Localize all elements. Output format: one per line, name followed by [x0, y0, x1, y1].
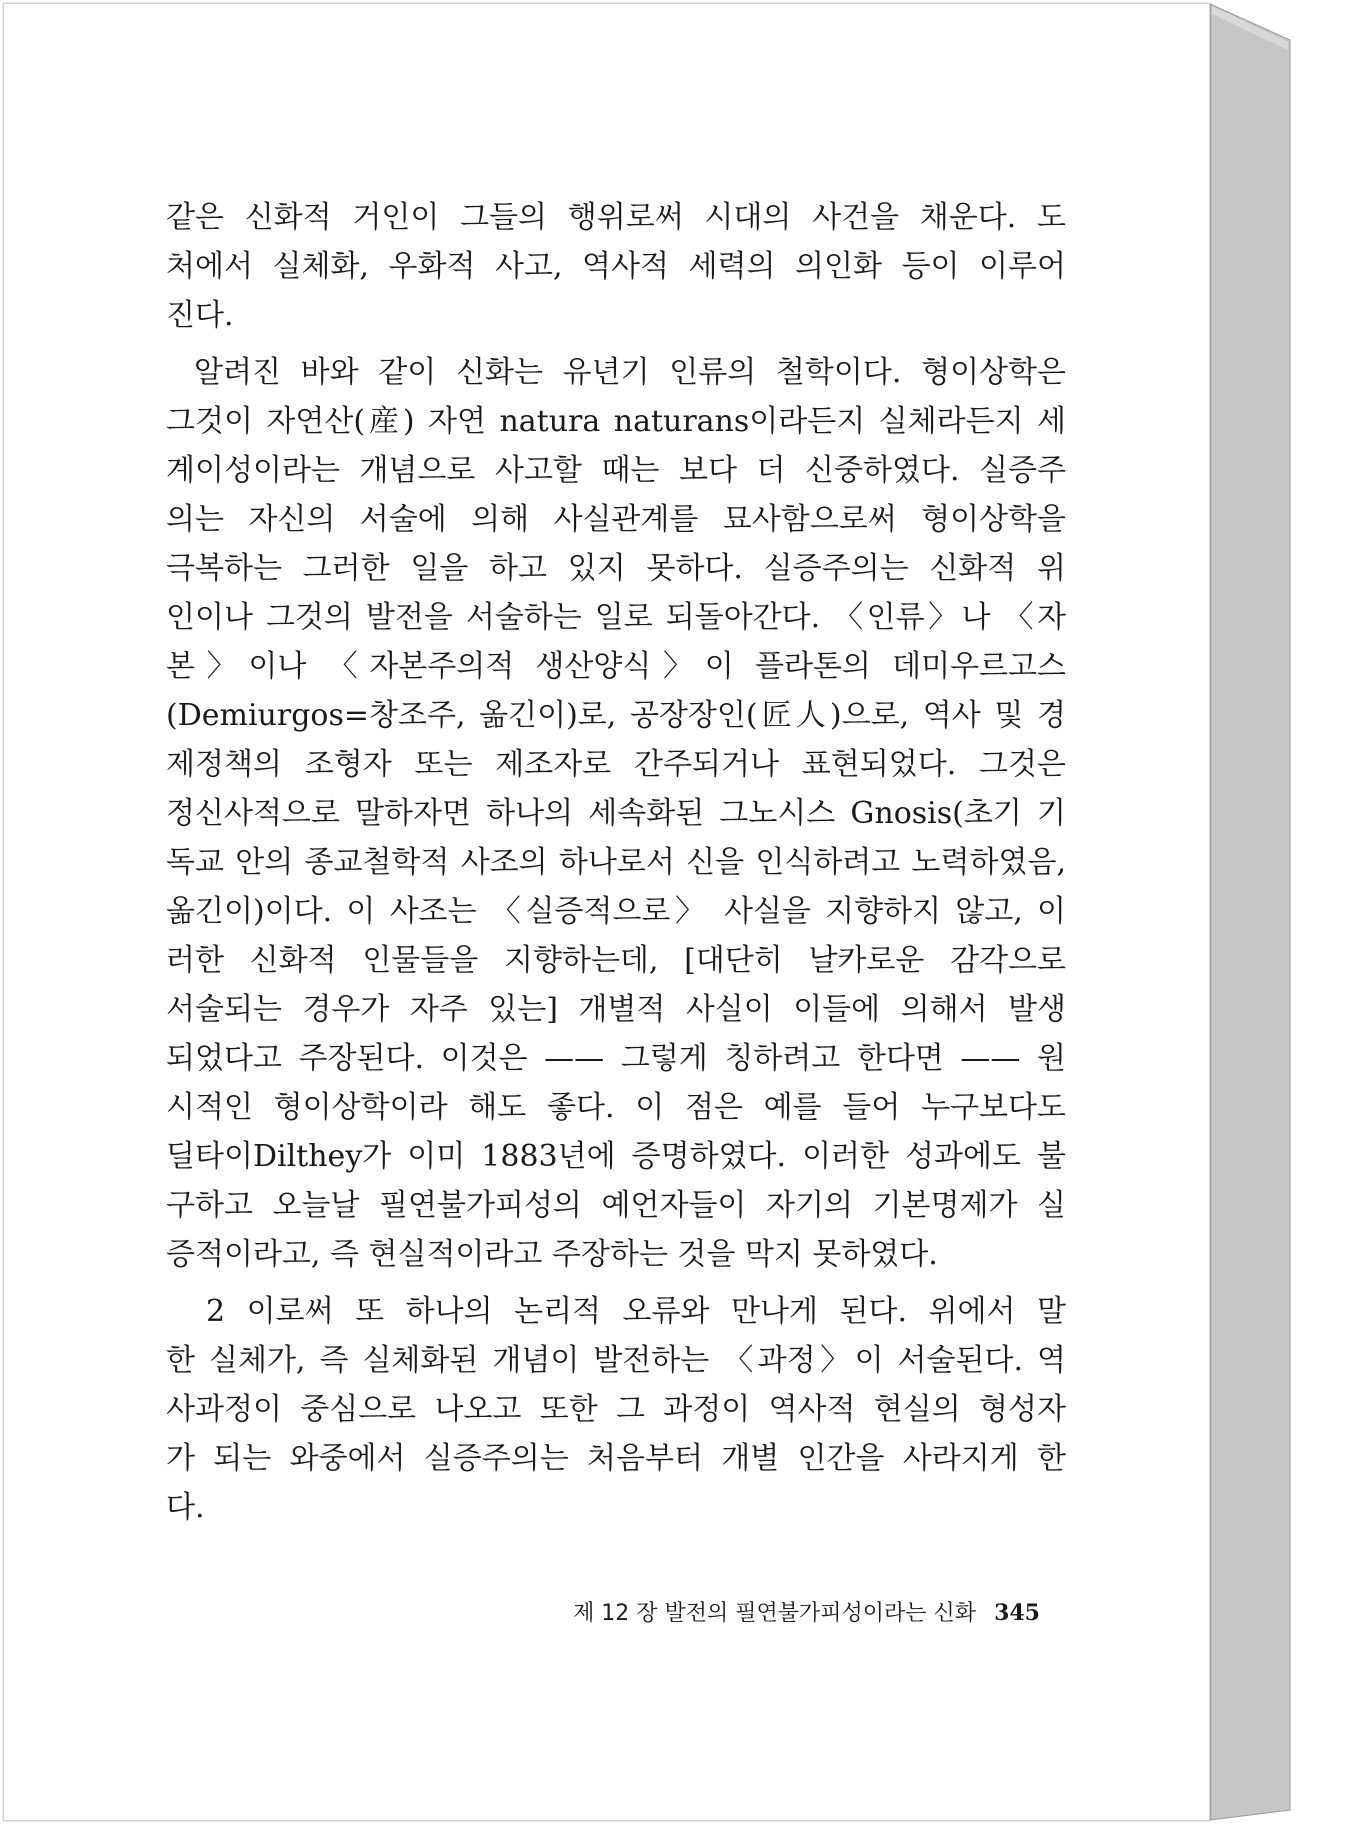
text-line: 그것이 자연산(産) 자연 natura naturans이라든지 실체라든지 세 [166, 404, 1066, 439]
text-line: 같은 신화적 거인이 그들의 행위로써 시대의 사건을 채운다. 도 [166, 200, 1066, 235]
text-line: 2 이로써 또 하나의 논리적 오류와 만나게 된다. 위에서 말 [206, 1294, 1066, 1329]
text-line: 되었다고 주장된다. 이것은 —— 그렇게 칭하려고 한다면 —— 원 [166, 1041, 1066, 1076]
text-line: 알려진 바와 같이 신화는 유년기 인류의 철학이다. 형이상학은 [194, 355, 1066, 390]
text-line: 증적이라고, 즉 현실적이라고 주장하는 것을 막지 못하였다. [166, 1237, 938, 1272]
text-line: 계이성이라는 개념으로 사고할 때는 보다 더 신중하였다. 실증주 [166, 453, 1066, 488]
text-line: 한 실체가, 즉 실체화된 개념이 발전하는 〈과정〉이 서술된다. 역 [166, 1343, 1066, 1378]
running-footer [520, 1596, 1040, 1627]
text-line: 진다. [166, 298, 234, 333]
text-line: 딜타이Dilthey가 이미 1883년에 증명하였다. 이러한 성과에도 불 [166, 1139, 1066, 1174]
text-line: 의는 자신의 서술에 의해 사실관계를 묘사함으로써 형이상학을 [166, 502, 1066, 537]
text-line: 가 되는 와중에서 실증주의는 처음부터 개별 인간을 사라지게 한 [166, 1441, 1066, 1476]
text-line: 서술되는 경우가 자주 있는] 개별적 사실이 이들에 의해서 발생 [166, 992, 1066, 1027]
text-line: 인이나 그것의 발전을 서술하는 일로 되돌아간다. 〈인류〉나 〈자 [166, 600, 1066, 635]
page-number: 345 [994, 1600, 1040, 1626]
chapter-title: 제 12 장 발전의 필연불가피성이라는 신화 [573, 1601, 977, 1626]
text-line: 제정책의 조형자 또는 제조자로 간주되거나 표현되었다. 그것은 [166, 747, 1066, 782]
text-line: 옮긴이)이다. 이 사조는 〈실증적으로〉 사실을 지향하지 않고, 이 [166, 894, 1066, 929]
text-line: (Demiurgos=창조주, 옮긴이)로, 공장장인(匠人)으로, 역사 및 경 [166, 698, 1066, 733]
text-line: 독교 안의 종교철학적 사조의 하나로서 신을 인식하려고 노력하였음, [166, 845, 1066, 880]
text-line: 다. [166, 1490, 205, 1525]
text-line: 본〉이나 〈자본주의적 생산양식〉이 플라톤의 데미우르고스 [166, 649, 1066, 684]
text-line: 정신사적으로 말하자면 하나의 세속화된 그노시스 Gnosis(초기 기 [166, 796, 1066, 831]
text-line: 구하고 오늘날 필연불가피성의 예언자들이 자기의 기본명제가 실 [166, 1188, 1066, 1223]
text-line: 극복하는 그러한 일을 하고 있지 못하다. 실증주의는 신화적 위 [166, 551, 1066, 586]
text-line: 사과정이 중심으로 나오고 또한 그 과정이 역사적 현실의 형성자 [166, 1392, 1066, 1427]
text-line: 시적인 형이상학이라 해도 좋다. 이 점은 예를 들어 누구보다도 [166, 1090, 1066, 1125]
text-line: 러한 신화적 인물들을 지향하는데, [대단히 날카로운 감각으로 [166, 943, 1066, 978]
text-line: 처에서 실체화, 우화적 사고, 역사적 세력의 의인화 등이 이루어 [166, 249, 1066, 284]
